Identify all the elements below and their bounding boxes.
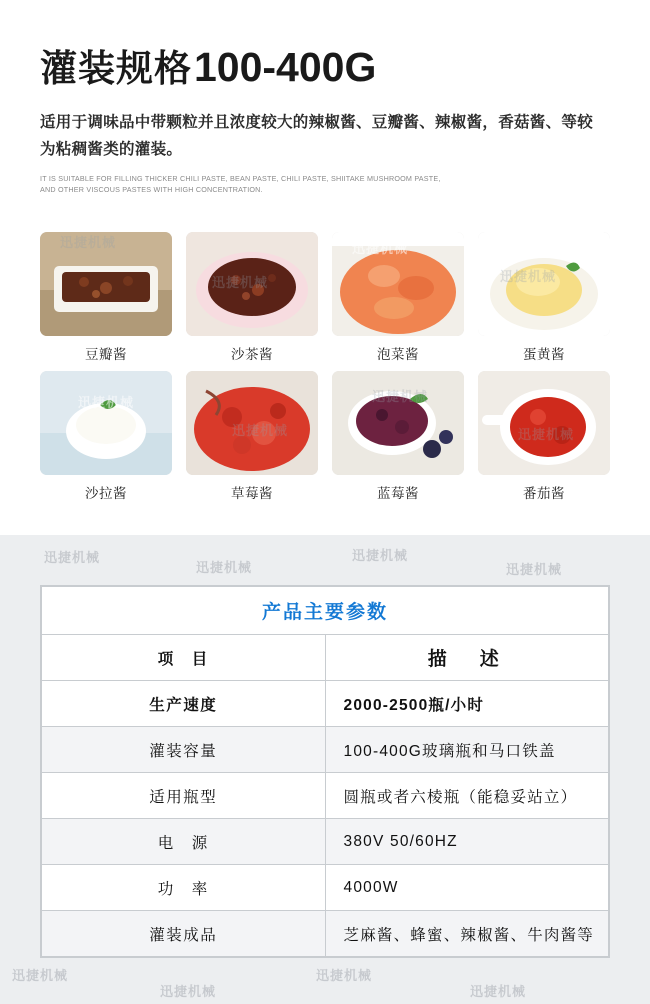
- table-row: [42, 865, 609, 911]
- row-value: 380V 50/60HZ: [325, 819, 609, 865]
- page-title-cn: 灌装规格: [40, 48, 192, 89]
- page-title-range: 100-400G: [194, 44, 377, 90]
- watermark: 迅捷机械: [518, 427, 575, 442]
- gallery-item: [40, 371, 172, 502]
- gallery-caption: 番茄酱: [523, 485, 565, 501]
- page-title: [40, 38, 610, 92]
- spec-table-title: 产品主要参数: [42, 587, 609, 635]
- strawberry-jam-photo: [186, 371, 318, 475]
- row-key: 适用瓶型: [42, 773, 326, 819]
- watermark: 迅捷机械: [160, 984, 217, 999]
- gallery-item: [40, 232, 172, 363]
- row-key: 灌装容量: [42, 727, 326, 773]
- watermark: 迅捷机械: [500, 269, 557, 284]
- gallery-item: [186, 232, 318, 363]
- gallery-item: [332, 232, 464, 363]
- blueberry-jam-photo: [332, 371, 464, 475]
- gallery-item: [332, 371, 464, 502]
- gallery-caption: 蓝莓酱: [377, 485, 419, 501]
- watermark: 迅捷机械: [78, 395, 135, 410]
- subtitle-cn: 适用于调味品中带颗粒并且浓度较大的辣椒酱、豆瓣酱、辣椒酱，香菇酱、等较为粘稠酱类的灌装。: [40, 114, 594, 159]
- row-key: 电 源: [42, 819, 326, 865]
- watermark: 迅捷机械: [506, 562, 563, 577]
- gallery-caption: 沙拉酱: [85, 485, 127, 501]
- row-value: 100-400G玻璃瓶和马口铁盖: [325, 727, 609, 773]
- column-header-item: 项 目: [42, 635, 326, 681]
- watermark: 迅捷机械: [470, 984, 527, 999]
- bean-paste-photo: [40, 232, 172, 336]
- ketchup-photo: [478, 371, 610, 475]
- gallery-caption: 豆瓣酱: [85, 346, 127, 362]
- table-row: [42, 727, 609, 773]
- watermark: 迅捷机械: [44, 550, 101, 565]
- salad-dressing-photo: [40, 371, 172, 475]
- gallery-caption: 草莓酱: [231, 485, 273, 501]
- table-row: [42, 911, 609, 957]
- row-value: 圆瓶或者六棱瓶（能稳妥站立）: [325, 773, 609, 819]
- gallery-item: [478, 371, 610, 502]
- gallery-caption: 沙茶酱: [231, 346, 273, 362]
- watermark: 迅捷机械: [60, 235, 117, 250]
- product-gallery: [40, 232, 610, 502]
- gallery-item: [186, 371, 318, 502]
- watermark: 迅捷机械: [352, 241, 409, 256]
- header: [0, 0, 650, 196]
- row-key: 生产速度: [42, 681, 326, 727]
- spec-table: [41, 586, 609, 957]
- watermark: 迅捷机械: [212, 275, 269, 290]
- gallery-caption: 泡菜酱: [377, 346, 419, 362]
- column-header-desc: 描 述: [325, 635, 609, 681]
- gallery-item: [478, 232, 610, 363]
- mayonnaise-photo: [478, 232, 610, 336]
- subtitle-en-line2: AND OTHER VISCOUS PASTES WITH HIGH CONCENTRATION.: [40, 185, 263, 195]
- row-key: 灌装成品: [42, 911, 326, 957]
- watermark: 迅捷机械: [12, 968, 69, 983]
- table-row: [42, 681, 609, 727]
- kimchi-sauce-photo: [332, 232, 464, 336]
- table-title-row: [42, 587, 609, 635]
- watermark: 迅捷机械: [232, 423, 289, 438]
- table-row: [42, 819, 609, 865]
- table-row: [42, 773, 609, 819]
- spec-table-wrapper: [40, 585, 610, 958]
- satay-sauce-photo: [186, 232, 318, 336]
- watermark: 迅捷机械: [372, 389, 429, 404]
- table-header-row: [42, 635, 609, 681]
- watermark: 迅捷机械: [352, 548, 409, 563]
- row-key: 功 率: [42, 865, 326, 911]
- watermark: 迅捷机械: [196, 560, 253, 575]
- row-value: 2000-2500瓶/小时: [325, 681, 609, 727]
- gallery-caption: 蛋黄酱: [523, 346, 565, 362]
- row-value: 芝麻酱、蜂蜜、辣椒酱、牛肉酱等: [325, 911, 609, 957]
- watermark: 迅捷机械: [316, 968, 373, 983]
- row-value: 4000W: [325, 865, 609, 911]
- spec-panel: [0, 535, 650, 1004]
- subtitle-en-line1: IT IS SUITABLE FOR FILLING THICKER CHILI PASTE, BEAN PASTE, CHILI PASTE, SHIITAKE MUSHROOM PASTE,: [40, 174, 441, 184]
